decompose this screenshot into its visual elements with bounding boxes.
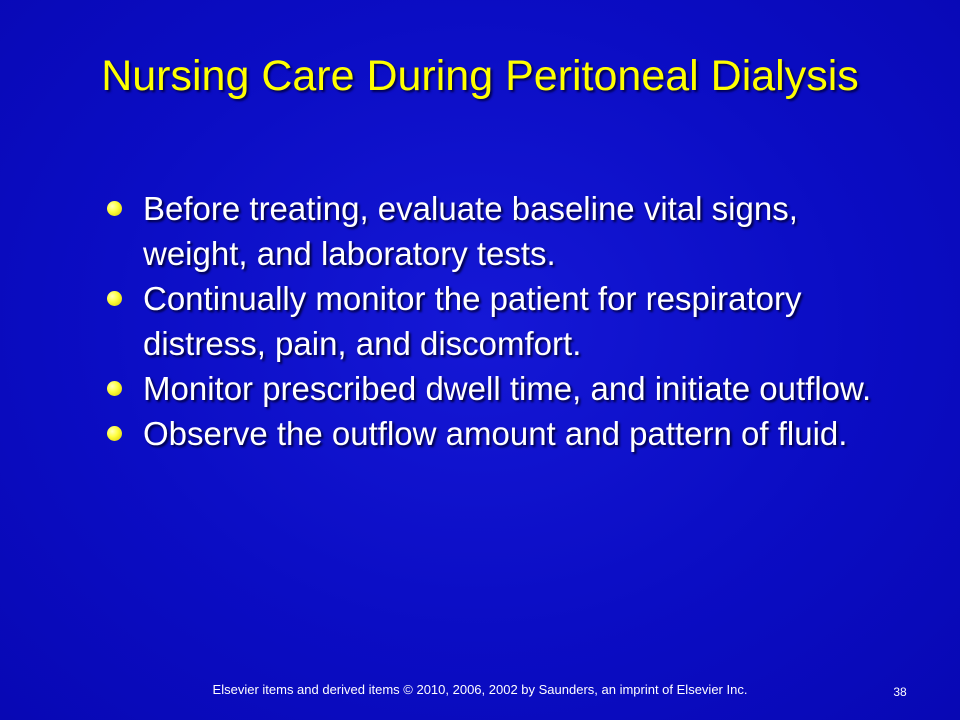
copyright-footer: Elsevier items and derived items © 2010, 2006, 2002 by Saunders, an imprint of Elsevier Inc. xyxy=(212,682,748,697)
yellow-bullet-icon xyxy=(107,381,122,396)
bullet-item xyxy=(105,366,875,411)
bullet-list xyxy=(105,186,875,456)
page-number: 38 xyxy=(893,685,907,699)
bullet-item xyxy=(105,186,875,276)
bullet-text: Monitor prescribed dwell time, and initiate outflow. xyxy=(143,370,872,407)
bullet-text: Before treating, evaluate baseline vital signs, weight, and laboratory tests. xyxy=(143,190,798,272)
bullet-item xyxy=(105,411,875,456)
bullet-text: Observe the outflow amount and pattern of fluid. xyxy=(143,415,848,452)
yellow-bullet-icon xyxy=(107,291,122,306)
yellow-bullet-icon xyxy=(107,426,122,441)
bullet-item xyxy=(105,276,875,366)
bullet-text: Continually monitor the patient for respiratory distress, pain, and discomfort. xyxy=(143,280,802,362)
yellow-bullet-icon xyxy=(107,201,122,216)
slide-title: Nursing Care During Peritoneal Dialysis xyxy=(101,52,859,100)
